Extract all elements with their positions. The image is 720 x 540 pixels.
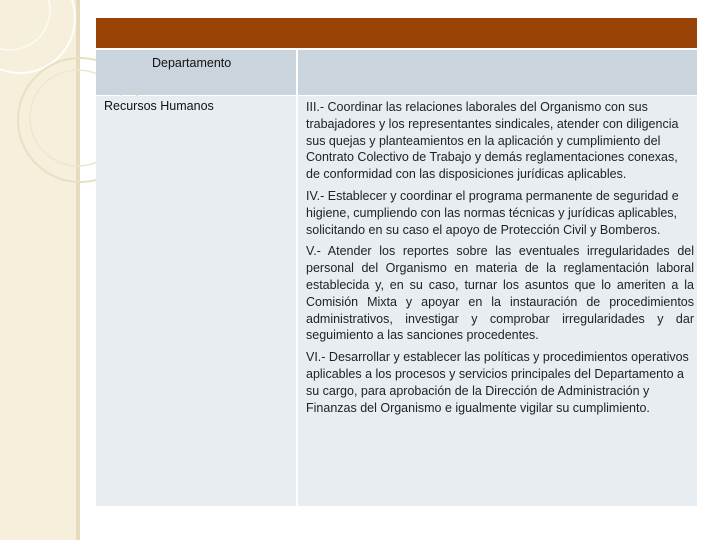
functions-cell bbox=[298, 96, 697, 506]
header-cell-empty bbox=[298, 50, 697, 95]
department-name: Recursos Humanos bbox=[104, 99, 214, 113]
header-cell-departamento bbox=[96, 50, 296, 95]
function-paragraph-vi: VI.- Desarrollar y establecer las políticas y procedimientos operativos aplicables a los procesos y servicios principales del Departamento a su cargo, para aprobación de la Dirección de Administración y Finanzas del Organismo e igualmente vigilar su cumplimiento. bbox=[306, 350, 689, 415]
table-header-row bbox=[96, 50, 697, 95]
function-paragraph-iv: IV.- Establecer y coordinar el programa permanente de seguridad e higiene, cumpliendo con las normas técnicas y jurídicas aplicables, solicitando en su caso el apoyo de Protección Civil y Bomberos. bbox=[306, 188, 679, 237]
header-label-departamento: Departamento bbox=[152, 56, 232, 70]
function-paragraph-v: V.- Atender los reportes sobre las eventuales irregularidades del personal del Organismo en materia de la reglamentación laboral establecida y, en su caso, turnar los asuntos que lo ameriten a la Comisión Mixta y apoyar en la instauración de procedimientos administrativos, investigar y comprobar irregularidades y dar seguimiento a las sanciones procedentes. bbox=[306, 244, 694, 343]
department-cell bbox=[96, 96, 296, 506]
function-paragraph-iii: III.- Coordinar las relaciones laborales del Organismo con sus trabajadores y los representantes sindicales, atender con diligencia sus quejas y planteamientos en la aplicación y cumplimiento del Contrato Colectivo de Trabajo y demás reglamentaciones conexas, de conformidad con las disposiciones jurídicas aplicables. bbox=[306, 100, 679, 182]
side-decoration-panel bbox=[0, 0, 76, 540]
table-title-bar bbox=[96, 18, 697, 48]
side-decoration-line bbox=[76, 0, 80, 540]
functions-list bbox=[306, 99, 694, 421]
table-row bbox=[96, 96, 697, 506]
